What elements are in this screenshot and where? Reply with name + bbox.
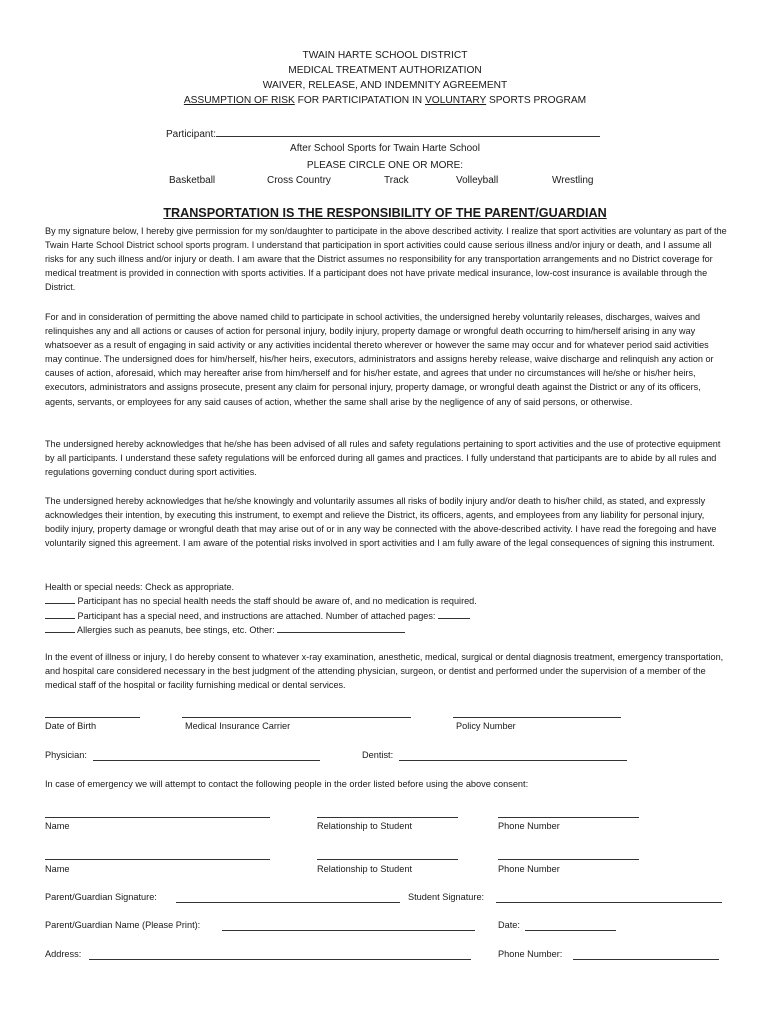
consent-paragraph: In the event of illness or injury, I do hereby consent to whatever x-ray examination, anesthetic, medical, surgical or dental diagnosis treatment, emergency transportation, and hospital care considered necessary in the best judgment of the attending physician, surgeon, or dentist and performed under the supervision of a member of the medical staff of the hospital or facility furnishing medical or dental services.: [45, 652, 724, 691]
contact1-name-field[interactable]: [45, 817, 270, 818]
contact2-phone-field[interactable]: [498, 859, 639, 860]
check-blank-allergies[interactable]: [45, 632, 75, 633]
physician-label: Physician:: [45, 750, 87, 760]
insurance-field[interactable]: [182, 717, 411, 718]
contact2-name-field[interactable]: [45, 859, 270, 860]
contact1-relationship-label: Relationship to Student: [317, 821, 413, 831]
dob-field[interactable]: [45, 717, 140, 718]
sport-cross-country[interactable]: Cross Country: [267, 175, 331, 186]
student-signature-field[interactable]: [496, 902, 722, 903]
sport-track[interactable]: Track: [384, 175, 409, 186]
student-signature-label: Student Signature:: [408, 892, 485, 902]
sport-volleyball[interactable]: Volleyball: [456, 175, 499, 186]
parent-name-field[interactable]: [222, 930, 475, 931]
dentist-label: Dentist:: [362, 750, 394, 760]
contact1-phone-label: Phone Number: [498, 821, 560, 831]
form-title-medical: MEDICAL TREATMENT AUTHORIZATION: [288, 65, 482, 76]
program-line: After School Sports for Twain Harte School: [290, 143, 480, 154]
health-option-none: [45, 594, 728, 608]
contact2-phone-label: Phone Number: [498, 864, 560, 874]
dob-label: Date of Birth: [45, 721, 97, 731]
physician-field[interactable]: [93, 760, 320, 761]
participant-label: Participant:: [166, 129, 217, 140]
form-header: [0, 48, 770, 108]
health-section: [45, 580, 728, 638]
contact2-relationship-field[interactable]: [317, 859, 458, 860]
sports-program-text: SPORTS PROGRAM: [486, 95, 587, 106]
address-label: Address:: [45, 949, 82, 959]
paragraph-permission: By my signature below, I hereby give permission for my son/daughter to participate in the above described activity. I realize that sport activities are voluntary as part of the Twain Harte School District school sports program. I understand that participation in sport activities could cause serious illness and/or injury or death, and I assume all risks for any such illness and/or injury or death. I am aware that the District assumes no responsibility for any transportation arrangements and no District coverage for medical treatment is provided in connection with sports activities. If a participant does not have private medical insurance, low-cost insurance is available through the District.: [45, 226, 727, 293]
contact2-name-label: Name: [45, 864, 70, 874]
emergency-note: In case of emergency we will attempt to contact the following people in the order listed before using the above consent:: [45, 779, 529, 789]
contact1-phone-field[interactable]: [498, 817, 639, 818]
attached-pages-field[interactable]: [438, 618, 470, 619]
contact1-relationship-field[interactable]: [317, 817, 458, 818]
health-heading: Health or special needs: Check as appropriate.: [45, 582, 235, 592]
date-label: Date:: [498, 920, 520, 930]
check-blank-none[interactable]: [45, 603, 75, 604]
phone-number-field[interactable]: [573, 959, 719, 960]
paragraph-release: For and in consideration of permitting the above named child to participate in school activities, the undersigned hereby voluntarily releases, discharges, waives and relinquishes any and all actions or causes of action for personal injury, bodily injury, property damage or wrongful death occurring to him/herself arising in any way whatsoever as a result of engaging in said activity or any activities incidental thereto wherever or however the same may occur and for whatever period said activities may continue. The undersigned does for him/herself, his/her heirs, executors, administrators and assigns hereby release, waive discharge and relinquish any action or causes of action, aforesaid, which may hereafter arise from him/herself and for his/her estate, and agrees that under no circumstances will he/she or his/her heirs, executors, administrators and assigns prosecute, present any claim for personal injury, property damage, or wrongful death against the District or any of its officers, agents, servants, or employees for any said causes of action, whether the same shall arise by the negligence of any of said persons, or otherwise.: [45, 312, 714, 407]
participant-field[interactable]: [216, 126, 600, 137]
form-title-waiver: WAIVER, RELEASE, AND INDEMNITY AGREEMENT: [262, 80, 508, 91]
phone-number-label: Phone Number:: [498, 949, 563, 959]
contact2-relationship-label: Relationship to Student: [317, 864, 413, 874]
health-option-allergies: [45, 623, 728, 637]
circle-instruction: PLEASE CIRCLE ONE OR MORE:: [306, 160, 464, 171]
dentist-field[interactable]: [399, 760, 627, 761]
date-field[interactable]: [525, 930, 616, 931]
check-blank-special[interactable]: [45, 618, 75, 619]
health-option-special-label: Participant has a special need, and instructions are attached. Number of attached pages:: [77, 610, 436, 621]
voluntary-text: VOLUNTARY: [424, 95, 487, 106]
parent-signature-label: Parent/Guardian Signature:: [45, 892, 157, 902]
sport-basketball[interactable]: Basketball: [169, 175, 216, 186]
form-title-assumption: [0, 93, 770, 108]
contact1-name-label: Name: [45, 821, 70, 831]
assumption-of-risk-text: ASSUMPTION OF RISK: [183, 95, 295, 106]
health-option-special: [45, 609, 728, 623]
address-field[interactable]: [89, 959, 471, 960]
paragraph-rules: The undersigned hereby acknowledges that he/she has been advised of all rules and safety regulations pertaining to sport activities and the use of protective equipment by all participants. I understand these safety regulations will be enforced during all games and practices. I fully understand that participants are to abide by all rules and regulations governing conduct during sport activities.: [45, 439, 721, 478]
parent-name-label: Parent/Guardian Name (Please Print):: [45, 920, 201, 930]
district-name: TWAIN HARTE SCHOOL DISTRICT: [302, 50, 468, 61]
policy-field[interactable]: [453, 717, 621, 718]
parent-signature-field[interactable]: [176, 902, 400, 903]
participation-text: FOR PARTICIPATATION IN: [294, 95, 425, 106]
sport-wrestling[interactable]: Wrestling: [552, 175, 594, 186]
health-option-allergies-label: Allergies such as peanuts, bee stings, etc. Other:: [77, 625, 275, 636]
allergies-other-field[interactable]: [277, 632, 405, 633]
policy-label: Policy Number: [456, 721, 516, 731]
paragraph-assumption: The undersigned hereby acknowledges that he/she knowingly and voluntarily assumes all risks of bodily injury and/or death to his/her child, as stated, and expressly acknowledges their intention, by executing this instrument, to exempt and relieve the District, its officers, agents, and employees from any liability for personal injury, bodily injury, property damage or wrongful death that may arise out of or in any way be connected with the above-described activity. I have read the foregoing and have voluntarily signed this agreement. I am aware of the potential risks involved in sport activities and I am fully aware of the legal consequences of signing this instrument.: [45, 496, 717, 549]
insurance-label: Medical Insurance Carrier: [185, 721, 291, 731]
transportation-heading: TRANSPORTATION IS THE RESPONSIBILITY OF THE PARENT/GUARDIAN: [163, 206, 607, 220]
health-option-none-label: Participant has no special health needs the staff should be aware of, and no medication is required.: [77, 596, 477, 607]
participant-row: [166, 126, 600, 140]
